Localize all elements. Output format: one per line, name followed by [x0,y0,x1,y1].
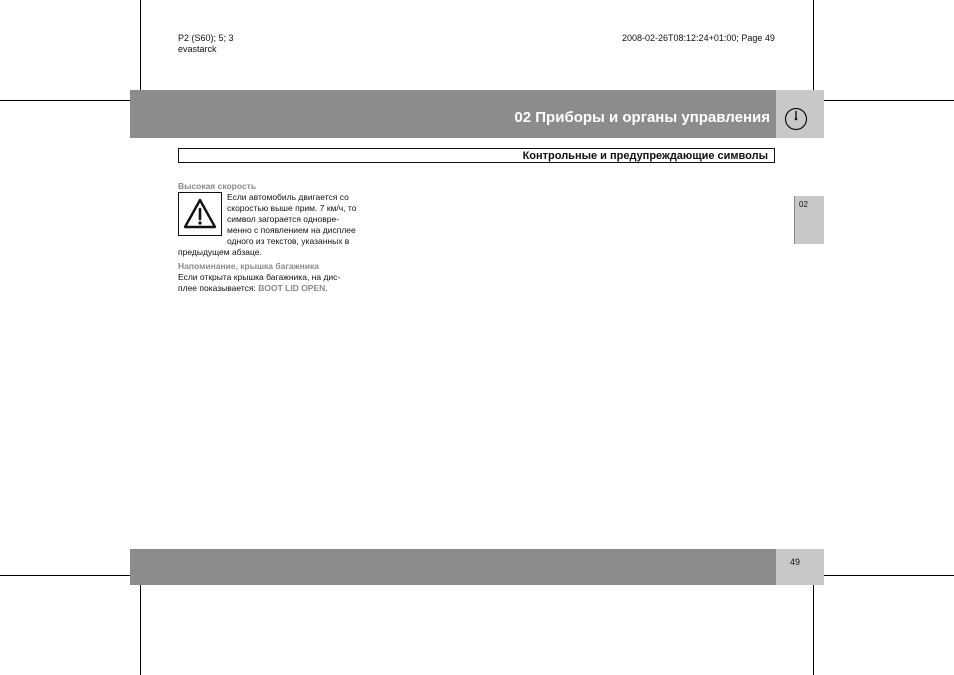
gauge-icon [784,107,808,131]
section-title: Контрольные и предупреждающие символы [522,150,768,162]
boot-lid-heading: Напоминание, крышка багажника [178,261,320,271]
crop-mark [824,100,954,101]
warning-triangle-icon [183,197,217,231]
boot-lid-line2 [178,283,340,294]
chapter-title: 02 Приборы и органы управления [514,109,770,126]
footer-page-area [776,549,824,585]
high-speed-line: скоростью выше прим. 7 км/ч, то [227,203,357,213]
high-speed-heading: Высокая скорость [178,181,257,191]
boot-lid-text [178,272,340,294]
print-meta-right: 2008-02-26T08:12:24+01:00; Page 49 [622,33,775,43]
crop-mark [140,585,141,675]
crop-mark [0,575,130,576]
boot-lid-line2-prefix: плее показывается: [178,283,259,293]
crop-mark [824,575,954,576]
crop-mark [813,585,814,675]
high-speed-text [227,192,356,247]
warning-symbol-box [178,192,222,236]
chapter-header-icon-area [776,90,824,138]
meta-left-line1: P2 (S60); 5; 3 [178,33,234,43]
crop-mark [140,0,141,90]
chapter-header-bar [130,90,776,138]
footer-bar [130,549,776,585]
boot-lid-line2-suffix: . [325,283,328,293]
high-speed-line: менно с появлением на дисплее [227,225,356,235]
page-number: 49 [790,557,801,567]
crop-mark [0,100,130,101]
section-title-box [178,148,775,163]
chapter-tab [794,196,824,244]
high-speed-last-line: предыдущем абзаце. [178,247,262,257]
high-speed-line: одного из текстов, указанных в [227,236,350,246]
boot-lid-message: BOOT LID OPEN [258,283,326,293]
boot-lid-line1: Если открыта крышка багажника, на дис- [178,272,341,282]
crop-mark [813,0,814,90]
chapter-tab-label: 02 [799,200,808,209]
high-speed-line: символ загорается одновре- [227,214,340,224]
meta-left-line2: evastarck [178,44,217,54]
print-meta-left [178,33,234,55]
high-speed-line: Если автомобиль двигается со [227,192,349,202]
